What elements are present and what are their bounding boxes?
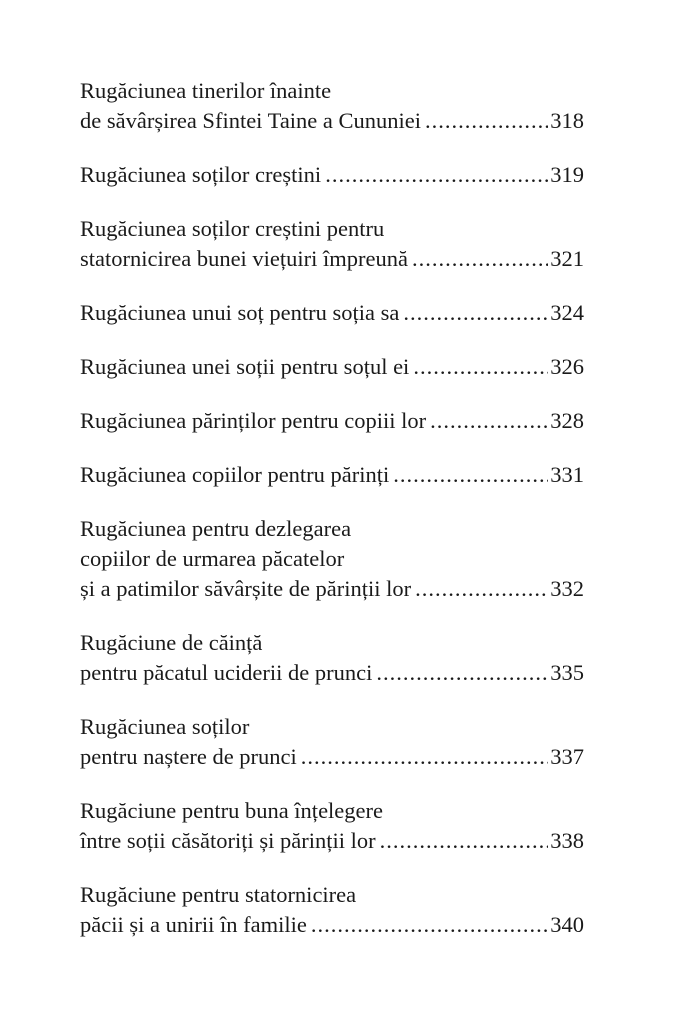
toc-entry-title-line: și a patimilor săvârșite de părinții lor xyxy=(80,576,412,601)
toc-entry-title-line: Rugăciunea unei soții pentru soțul ei xyxy=(80,354,410,379)
toc-entry-title-line: Rugăciune pentru buna înțelegere xyxy=(80,798,384,823)
toc-entry-page-number: 331 xyxy=(550,462,584,487)
dot-leader xyxy=(376,658,548,688)
toc-entry-page-number: 338 xyxy=(550,828,584,853)
toc-entry-title-line: Rugăciune pentru statornicirea xyxy=(80,882,357,907)
dot-leader xyxy=(380,826,549,856)
toc-entry-page-number: 324 xyxy=(550,300,584,325)
toc-entry[interactable] xyxy=(80,628,584,688)
toc-entry-title-line: de săvârșirea Sfintei Taine a Cununiei xyxy=(80,108,422,133)
toc-entry[interactable] xyxy=(80,880,584,940)
toc-entry[interactable] xyxy=(80,352,584,382)
dot-leader xyxy=(393,460,548,490)
toc-entry-title-line: păcii și a unirii în familie xyxy=(80,912,307,937)
toc-entry-title-line: Rugăciune de căință xyxy=(80,630,263,655)
dot-leader xyxy=(413,352,548,382)
table-of-contents xyxy=(80,76,584,964)
dot-leader xyxy=(325,160,548,190)
toc-entry-title-line: Rugăciunea tinerilor înainte xyxy=(80,78,332,103)
toc-entry[interactable] xyxy=(80,298,584,328)
toc-entry[interactable] xyxy=(80,406,584,436)
dot-leader xyxy=(412,244,548,274)
toc-entry[interactable] xyxy=(80,76,584,136)
toc-entry-title-line: pentru naștere de prunci xyxy=(80,744,297,769)
toc-entry-page-number: 335 xyxy=(550,660,584,685)
toc-entry[interactable] xyxy=(80,460,584,490)
toc-entry-title-line: între soții căsătoriți și părinții lor xyxy=(80,828,376,853)
toc-entry-title-line: statornicirea bunei viețuiri împreună xyxy=(80,246,409,271)
toc-entry-title-line: Rugăciunea soților xyxy=(80,714,250,739)
toc-entry-page-number: 340 xyxy=(550,912,584,937)
toc-entry-title-line: Rugăciunea soților creștini pentru xyxy=(80,216,385,241)
toc-entry-page-number: 319 xyxy=(550,162,584,187)
toc-entry[interactable] xyxy=(80,796,584,856)
dot-leader xyxy=(430,406,548,436)
toc-entry-title-line: Rugăciunea unui soț pentru soția sa xyxy=(80,300,400,325)
toc-entry-title-line: copiilor de urmarea păcatelor xyxy=(80,546,345,571)
dot-leader xyxy=(415,574,548,604)
toc-entry-title-line: Rugăciunea pentru dezlegarea xyxy=(80,516,352,541)
dot-leader xyxy=(301,742,548,772)
dot-leader xyxy=(425,106,548,136)
toc-entry-title-line: Rugăciunea soților creștini xyxy=(80,162,322,187)
toc-entry[interactable] xyxy=(80,514,584,604)
toc-entry-page-number: 321 xyxy=(550,246,584,271)
toc-entry-page-number: 337 xyxy=(550,744,584,769)
toc-entry-page-number: 318 xyxy=(550,108,584,133)
toc-entry-title-line: Rugăciunea părinților pentru copiii lor xyxy=(80,408,427,433)
toc-entry[interactable] xyxy=(80,214,584,274)
toc-entry[interactable] xyxy=(80,712,584,772)
toc-entry-page-number: 332 xyxy=(550,576,584,601)
dot-leader xyxy=(311,910,548,940)
toc-entry[interactable] xyxy=(80,160,584,190)
toc-entry-title-line: Rugăciunea copiilor pentru părinți xyxy=(80,462,390,487)
dot-leader xyxy=(403,298,548,328)
toc-entry-page-number: 326 xyxy=(550,354,584,379)
toc-entry-title-line: pentru păcatul uciderii de prunci xyxy=(80,660,373,685)
toc-entry-page-number: 328 xyxy=(550,408,584,433)
